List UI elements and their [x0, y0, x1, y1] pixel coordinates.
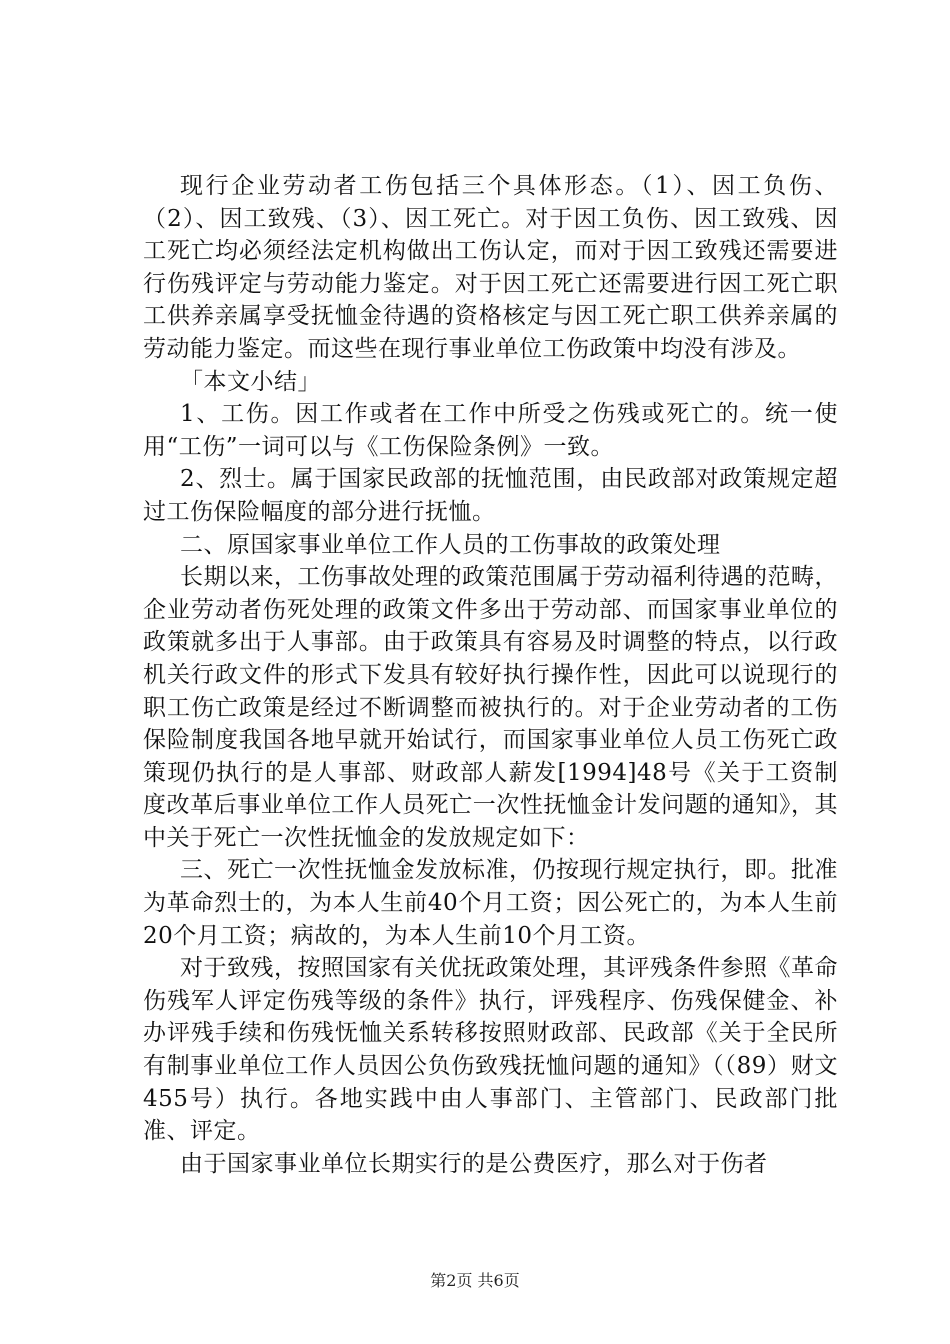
paragraph-policy-history: 长期以来，工伤事故处理的政策范围属于劳动福利待遇的范畴，企业劳动者伤死处理的政策文件多出于劳动部、而国家事业单位的政策就多出于人事部。由于政策具有容易及时调整的特点，以行政机关行政文件的形式下发具有较好执行操作性，因此可以说现行的职工伤亡政策是经过不断调整而被执行的。对于企业劳动者的工伤保险制度我国各地早就开始试行，而国家事业单位人员工伤死亡政策现仍执行的是人事部、财政部人薪发[1994]48号《关于工资制度改革后事业单位工作人员死亡一次性抚恤金计发问题的通知》，其中关于死亡一次性抚恤金的发放规定如下： [143, 564, 838, 851]
summary-item-1: 1、工伤。因工作或者在工作中所受之伤残或死亡的。统一使用“工伤”一词可以与《工伤保险条例》一致。 [143, 401, 838, 460]
document-body [143, 170, 838, 1180]
section-heading-2: 二、原国家事业单位工作人员的工伤事故的政策处理 [180, 531, 721, 558]
paragraph-death-compensation: 三、死亡一次性抚恤金发放标准，仍按现行规定执行，即。批准为革命烈士的，为本人生前40个月工资；因公死亡的，为本人生前20个月工资；病故的，为本人生前10个月工资。 [143, 857, 838, 949]
paragraph-disability: 对于致残，按照国家有关优抚政策处理，其评残条件参照《革命伤残军人评定伤残等级的条件》执行，评残程序、伤残保健金、补办评残手续和伤残怃恤关系转移按照财政部、民政部《关于全民所有制事业单位工作人员因公负伤致残抚恤问题的通知》（（89）财文455号）执行。各地实践中由人事部门、主管部门、民政部门批准、评定。 [143, 955, 838, 1145]
paragraph-injury-forms: 现行企业劳动者工伤包括三个具体形态。（1）、因工负伤、（2）、因工致残、（3）、因工死亡。对于因工负伤、因工致残、因工死亡均必须经法定机构做出工伤认定，而对于因工致残还需要进行伤残评定与劳动能力鉴定。对于因工死亡还需要进行因工死亡职工供养亲属享受抚恤金待遇的资格核定与因工死亡职工供养亲属的劳动能力鉴定。而这些在现行事业单位工伤政策中均没有涉及。 [143, 173, 838, 362]
page-footer: 第2页 共6页 [430, 1271, 520, 1290]
paragraph-medical: 由于国家事业单位长期实行的是公费医疗，那么对于伤者 [180, 1150, 768, 1177]
summary-heading: 「本文小结」 [180, 368, 321, 395]
summary-item-2: 2、烈士。属于国家民政部的抚恤范围，由民政部对政策规定超过工伤保险幅度的部分进行抚恤。 [143, 466, 838, 525]
